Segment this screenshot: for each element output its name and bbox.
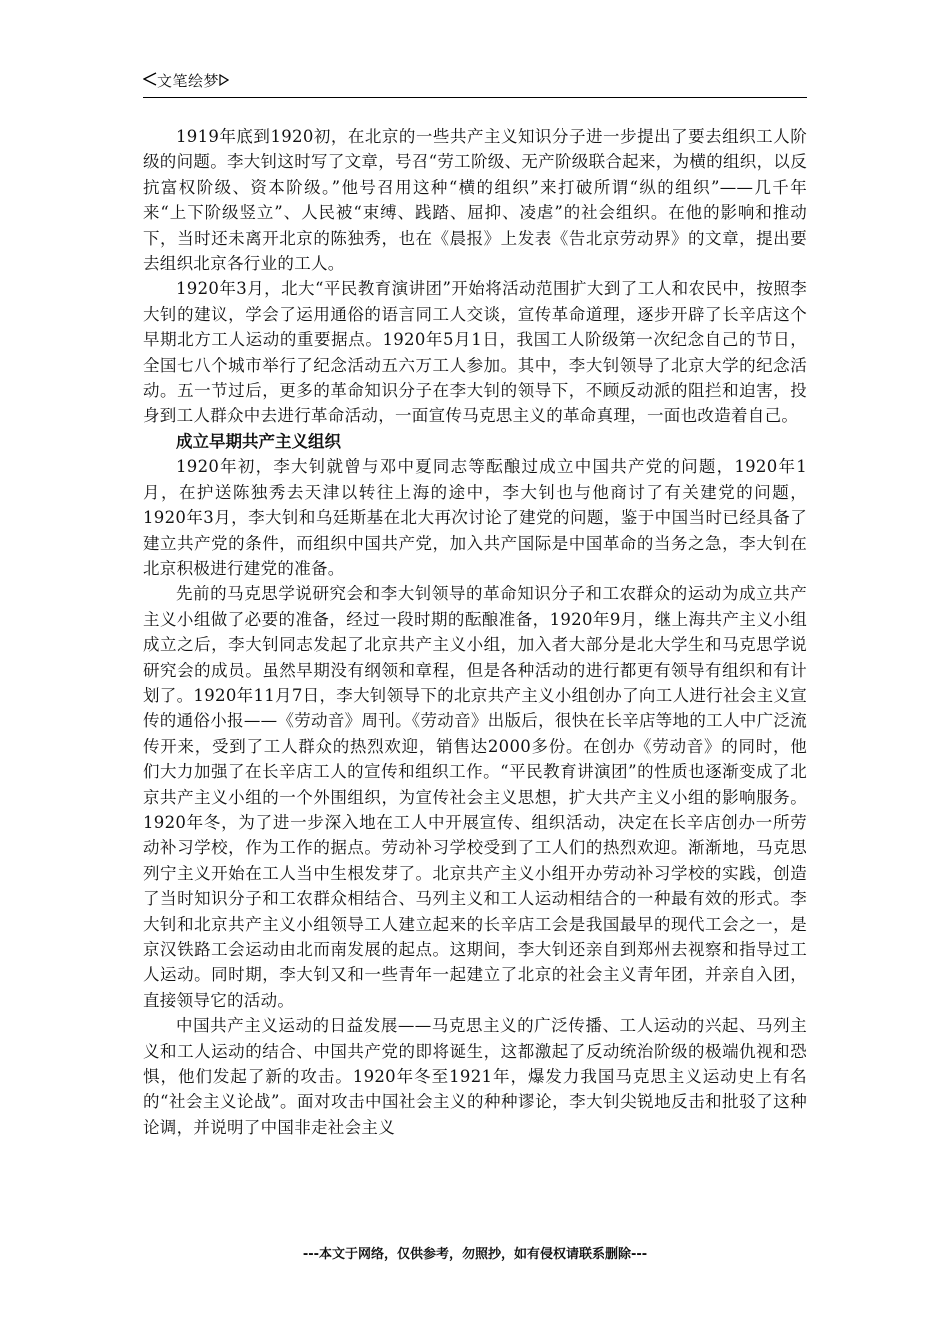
document-body — [143, 124, 807, 1140]
footer-notice: ---本文于网络，仅供参考，勿照抄，如有侵权请联系删除--- — [302, 1247, 648, 1262]
header-rule — [143, 97, 807, 98]
header-title: 文笔绘梦 — [157, 72, 220, 90]
paragraph: 中国共产主义运动的日益发展——马克思主义的广泛传播、工人运动的兴起、马列主义和工人运动的结合、中国共产党的即将诞生，这都激起了反动统治阶级的极端仇视和恐惧，他们发起了新的攻击。1920年冬至1921年，爆发力我国马克思主义运动史上有名的“社会主义论战”。面对攻击中国社会主义的种种谬论，李大钊尖锐地反击和批驳了这种论调，并说明了中国非走社会主义 — [143, 1016, 807, 1137]
section-heading: 成立早期共产主义组织 — [176, 431, 341, 451]
paragraph: 先前的马克思学说研究会和李大钊领导的革命知识分子和工农群众的运动为成立共产主义小组做了必要的准备，经过一段时期的酝酿准备，1920年9月，继上海共产主义小组成立之后，李大钊同志发起了北京共产主义小组，加入者大部分是北大学生和马克思学说研究会的成员。虽然早期没有纲领和章程，但是各种活动的进行都更有领导有组织和有计划了。1920年11月7日，李大钊领导下的北京共产主义小组创办了向工人进行社会主义宣传的通俗小报——《劳动音》周刊。《劳动音》出版后，很快在长辛店等地的工人中广泛流传开来，受到了工人群众的热烈欢迎，销售达2000多份。在创办《劳动音》的同时，他们大力加强了在长辛店工人的宣传和组织工作。“平民教育讲演团”的性质也逐渐变成了北京共产主义小组的一个外围组织，为宣传社会主义思想，扩大共产主义小组的影响服务。1920年冬，为了进一步深入地在工人中开展宣传、组织活动，决定在长辛店创办一所劳动补习学校，作为工作的据点。劳动补习学校受到了工人们的热烈欢迎。渐渐地，马克思列宁主义开始在工人当中生根发芽了。北京共产主义小组开办劳动补习学校的实践，创造了当时知识分子和工农群众相结合、马列主义和工人运动相结合的一种最有效的形式。李大钊和北京共产主义小组领导工人建立起来的长辛店工会是我国最早的现代工会之一，是京汉铁路工会运动由北而南发展的起点。这期间，李大钊还亲自到郑州去视察和指导过工人运动。同时期，李大钊又和一些青年一起建立了北京的社会主义青年团，并亲自入团，直接领导它的活动。 — [143, 584, 807, 1010]
paragraph: 1920年3月，北大“平民教育演讲团”开始将活动范围扩大到了工人和农民中，按照李大钊的建议，学会了运用通俗的语言同工人交谈，宣传革命道理，逐步开辟了长辛店这个早期北方工人运动的重要据点。1920年5月1日，我国工人阶级第一次纪念自己的节日，全国七八个城市举行了纪念活动五六万工人参加。其中，李大钊领导了北京大学的纪念活动。五一节过后，更多的革命知识分子在李大钊的领导下，不顾反动派的阻拦和迫害，投身到工人群众中去进行革命活动，一面宣传马克思主义的革命真理，一面也改造着自己。 — [143, 279, 807, 426]
paragraph: 1919年底到1920初，在北京的一些共产主义知识分子进一步提出了要去组织工人阶级的问题。李大钊这时写了文章，号召“劳工阶级、无产阶级联合起来，为横的组织，以反抗富权阶级、资本阶级。”他号召用这种“横的组织”来打破所谓“纵的组织”——几千年来“上下阶级竖立”、人民被“束缚、践踏、屈抑、凌虐”的社会组织。在他的影响和推动下，当时还未离开北京的陈独秀，也在《晨报》上发表《告北京劳动界》的文章，提出要去组织北京各行业的工人。 — [143, 127, 807, 274]
left-triangle-icon — [143, 72, 157, 90]
right-triangle-icon — [219, 72, 229, 90]
paragraph: 1920年初，李大钊就曾与邓中夏同志等酝酿过成立中国共产党的问题，1920年1月，在护送陈独秀去天津以转往上海的途中，李大钊也与他商讨了有关建党的问题，1920年3月，李大钊和乌廷斯基在北大再次讨论了建党的问题，鉴于中国当时已经具备了建立共产党的条件，而组织中国共产党，加入共产国际是中国革命的当务之急，李大钊在北京积极进行建党的准备。 — [143, 457, 807, 578]
page-header — [143, 70, 807, 96]
